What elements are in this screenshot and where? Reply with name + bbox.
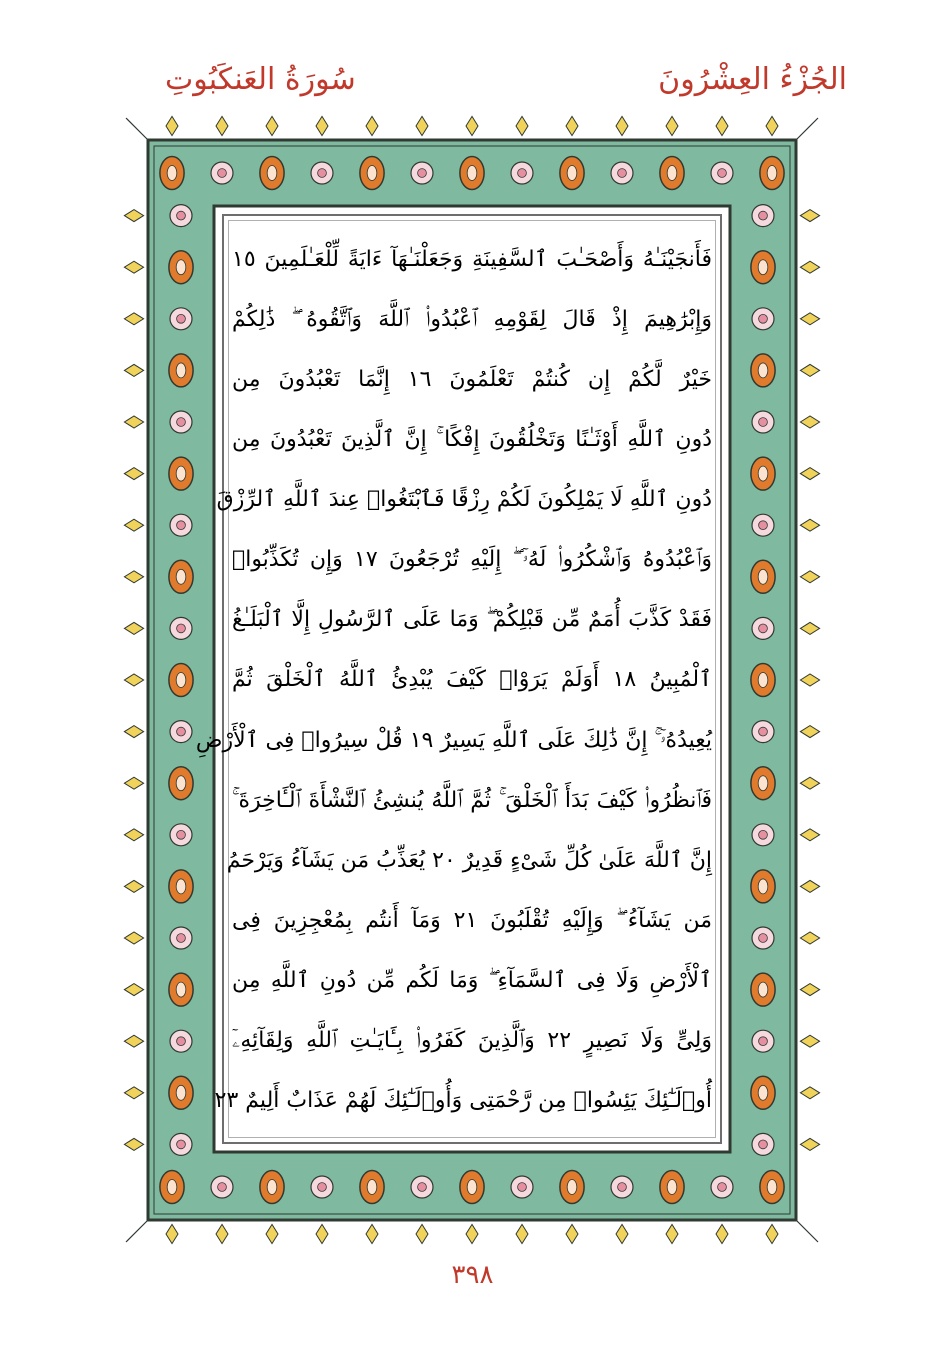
border-tip [800, 313, 819, 325]
verse-line: دُونِ ٱللَّهِ لَا يَمْلِكُونَ لَكُمْ رِزْقًا فَٱبْتَغُوا۟ عِندَ ٱللَّهِ ٱلرِّزْقَ [216, 487, 712, 513]
verse-line: دُونِ ٱللَّهِ أَوْثَـٰنًا وَتَخْلُقُونَ إِفْكًا ۚ إِنَّ ٱلَّذِينَ تَعْبُدُونَ مِن [232, 427, 712, 453]
border-tip [124, 674, 143, 686]
verse-line: فَقَدْ كَذَّبَ أُمَمٌ مِّن قَبْلِكُمْ ۖ وَمَا عَلَى ٱلرَّسُولِ إِلَّا ٱلْبَلَـٰغُ [232, 607, 712, 633]
rosette-motif-center [759, 314, 768, 323]
border-tip [166, 1224, 178, 1243]
rosette-motif-center [759, 521, 768, 530]
border-tip [124, 880, 143, 892]
border-tip [616, 1224, 628, 1243]
rosette-motif-center [418, 1183, 427, 1192]
verse-line: أُو۟لَـٰٓئِكَ يَئِسُوا۟ مِن رَّحْمَتِى وَأُو۟لَـٰٓئِكَ لَهُمْ عَذَابٌ أَلِيمٌ ٢٣ [214, 1087, 712, 1113]
border-tip [124, 313, 143, 325]
border-tip [466, 116, 478, 135]
orange-motif-center [758, 260, 768, 275]
orange-motif-center [567, 166, 577, 181]
rosette-motif-center [618, 169, 627, 178]
verse-line: وَلِىٍّ وَلَا نَصِيرٍ ٢٢ وَٱلَّذِينَ كَفَرُوا۟ بِـَٔايَـٰتِ ٱللَّهِ وَلِقَآئِهِۦٓ [232, 1027, 712, 1053]
orange-motif-center [267, 166, 277, 181]
border-tip [166, 116, 178, 135]
verse-line: خَيْرٌ لَّكُمْ إِن كُنتُمْ تَعْلَمُونَ ١٦ إِنَّمَا تَعْبُدُونَ مِن [232, 367, 712, 393]
border-tip [800, 777, 819, 789]
border-tip [616, 116, 628, 135]
border-tip [800, 726, 819, 738]
border-tip [124, 210, 143, 222]
rosette-motif-center [177, 521, 186, 530]
orange-motif-center [176, 363, 186, 378]
rosette-motif-center [759, 727, 768, 736]
orange-motif-center [176, 982, 186, 997]
orange-motif-center [267, 1180, 277, 1195]
border-tip [124, 726, 143, 738]
rosette-motif-center [177, 1037, 186, 1046]
border-tip [800, 364, 819, 376]
border-tip [800, 1035, 819, 1047]
rosette-motif-center [618, 1183, 627, 1192]
border-tip [566, 1224, 578, 1243]
orange-motif-center [167, 1180, 177, 1195]
orange-motif-center [758, 363, 768, 378]
orange-motif-center [176, 673, 186, 688]
orange-motif-center [167, 166, 177, 181]
border-tip [124, 1087, 143, 1099]
border-tip [800, 571, 819, 583]
orange-motif-center [367, 166, 377, 181]
rosette-motif-center [177, 418, 186, 427]
rosette-motif-center [318, 1183, 327, 1192]
border-tip [124, 1138, 143, 1150]
verse-line: فَأَنجَيْنَـٰهُ وَأَصْحَـٰبَ ٱلسَّفِينَةِ وَجَعَلْنَـٰهَآ ءَايَةً لِّلْعَـٰلَمِينَ ١٥ [232, 247, 712, 272]
border-tip [316, 1224, 328, 1243]
orange-motif-center [567, 1180, 577, 1195]
rosette-motif-center [759, 830, 768, 839]
orange-motif-center [176, 1085, 186, 1100]
orange-motif-center [767, 1180, 777, 1195]
rosette-motif-center [718, 1183, 727, 1192]
orange-motif-center [176, 466, 186, 481]
rosette-motif-center [177, 624, 186, 633]
verse-line: وَإِبْرَٰهِيمَ إِذْ قَالَ لِقَوْمِهِ ٱعْبُدُوا۟ ٱللَّهَ وَٱتَّقُوهُ ۖ ذَٰلِكُمْ [232, 307, 712, 333]
border-tip [800, 829, 819, 841]
border-tip [124, 932, 143, 944]
rosette-motif-center [759, 1140, 768, 1149]
rosette-motif-center [318, 169, 327, 178]
rosette-motif-center [759, 418, 768, 427]
verse-line: مَن يَشَآءُ ۖ وَإِلَيْهِ تُقْلَبُونَ ٢١ وَمَآ أَنتُم بِمُعْجِزِينَ فِى [232, 907, 713, 933]
rosette-motif-center [718, 169, 727, 178]
border-tip [416, 1224, 428, 1243]
border-tip [466, 1224, 478, 1243]
border-tip [716, 1224, 728, 1243]
verse-lines [195, 228, 716, 1133]
rosette-motif-center [759, 1037, 768, 1046]
border-tip [124, 571, 143, 583]
border-tip [716, 116, 728, 135]
border-tip [800, 932, 819, 944]
corner-spike [126, 118, 148, 140]
border-tip [800, 880, 819, 892]
border-tip [124, 261, 143, 273]
rosette-motif-center [177, 314, 186, 323]
rosette-motif-center [177, 1140, 186, 1149]
border-tip [516, 1224, 528, 1243]
orange-motif-center [176, 569, 186, 584]
rosette-motif-center [218, 1183, 227, 1192]
rosette-motif-center [418, 169, 427, 178]
verse-line: إِنَّ ٱللَّهَ عَلَىٰ كُلِّ شَىْءٍ قَدِيرٌ ٢٠ يُعَذِّبُ مَن يَشَآءُ وَيَرْحَمُ [226, 847, 712, 873]
rosette-motif-center [177, 830, 186, 839]
rosette-motif-center [759, 934, 768, 943]
orange-motif-center [176, 260, 186, 275]
rosette-motif-center [759, 211, 768, 220]
border-tip [766, 1224, 778, 1243]
border-tip [124, 519, 143, 531]
rosette-motif-center [177, 727, 186, 736]
border-tip [800, 210, 819, 222]
border-tip [566, 116, 578, 135]
border-tip [124, 984, 143, 996]
rosette-motif-center [518, 169, 527, 178]
border-tip [800, 1087, 819, 1099]
rosette-motif-center [177, 934, 186, 943]
orange-motif-center [767, 166, 777, 181]
border-tip [800, 1138, 819, 1150]
orange-motif-center [758, 879, 768, 894]
border-tip [666, 1224, 678, 1243]
border-tip [124, 829, 143, 841]
verse-line: ٱلْأَرْضِ وَلَا فِى ٱلسَّمَآءِ ۖ وَمَا لَكُم مِّن دُونِ ٱللَّهِ مِن [232, 967, 712, 993]
orange-motif-center [758, 1085, 768, 1100]
verse-line: وَٱعْبُدُوهُ وَٱشْكُرُوا۟ لَهُۥٓ ۖ إِلَيْهِ تُرْجَعُونَ ١٧ وَإِن تُكَذِّبُوا۟ [232, 547, 712, 573]
orange-motif-center [467, 166, 477, 181]
border-tip [266, 1224, 278, 1243]
border-tip [416, 116, 428, 135]
border-tip [124, 1035, 143, 1047]
border-tip [366, 1224, 378, 1243]
border-tip [800, 261, 819, 273]
border-tip [800, 468, 819, 480]
border-tip [800, 984, 819, 996]
orange-motif-center [758, 673, 768, 688]
orange-motif-center [667, 166, 677, 181]
verse-line: ٱلْمُبِينُ ١٨ أَوَلَمْ يَرَوْا۟ كَيْفَ يُبْدِئُ ٱللَّهُ ٱلْخَلْقَ ثُمَّ [232, 667, 712, 693]
border-tip [216, 1224, 228, 1243]
border-tip [124, 468, 143, 480]
orange-motif-center [758, 982, 768, 997]
border-tip [266, 116, 278, 135]
orange-motif-center [176, 879, 186, 894]
border-tip [316, 116, 328, 135]
orange-motif-center [758, 776, 768, 791]
juz-header: الجُزْءُ العِشْرُونَ [658, 62, 847, 97]
verse-line: يُعِيدُهُۥٓ ۚ إِنَّ ذَٰلِكَ عَلَى ٱللَّهِ يَسِيرٌ ١٩ قُلْ سِيرُوا۟ فِى ٱلْأَرْضِ [195, 727, 712, 753]
orange-motif-center [667, 1180, 677, 1195]
orange-motif-center [367, 1180, 377, 1195]
border-tip [124, 777, 143, 789]
orange-motif-center [467, 1180, 477, 1195]
rosette-motif-center [218, 169, 227, 178]
orange-motif-center [758, 466, 768, 481]
corner-spike [796, 1220, 818, 1242]
border-tip [124, 622, 143, 634]
orange-motif-center [176, 776, 186, 791]
verse-line: فَٱنظُرُوا۟ كَيْفَ بَدَأَ ٱلْخَلْقَ ۚ ثُمَّ ٱللَّهُ يُنشِئُ ٱلنَّشْأَةَ ٱلْـَٔاخِرَةَ ۚ [232, 787, 712, 813]
border-tip [124, 364, 143, 376]
page-number: ٣٩٨ [451, 1260, 494, 1290]
orange-motif-center [758, 569, 768, 584]
border-tip [216, 116, 228, 135]
rosette-motif-center [177, 211, 186, 220]
border-tip [124, 416, 143, 428]
rosette-motif-center [518, 1183, 527, 1192]
corner-spike [796, 118, 818, 140]
border-tip [800, 622, 819, 634]
border-tip [366, 116, 378, 135]
surah-header: سُورَةُ العَنكَبُوتِ [165, 62, 356, 97]
border-tip [800, 416, 819, 428]
border-tip [666, 116, 678, 135]
border-tip [800, 674, 819, 686]
border-tip [800, 519, 819, 531]
border-tip [766, 116, 778, 135]
corner-spike [126, 1220, 148, 1242]
border-tip [516, 116, 528, 135]
rosette-motif-center [759, 624, 768, 633]
